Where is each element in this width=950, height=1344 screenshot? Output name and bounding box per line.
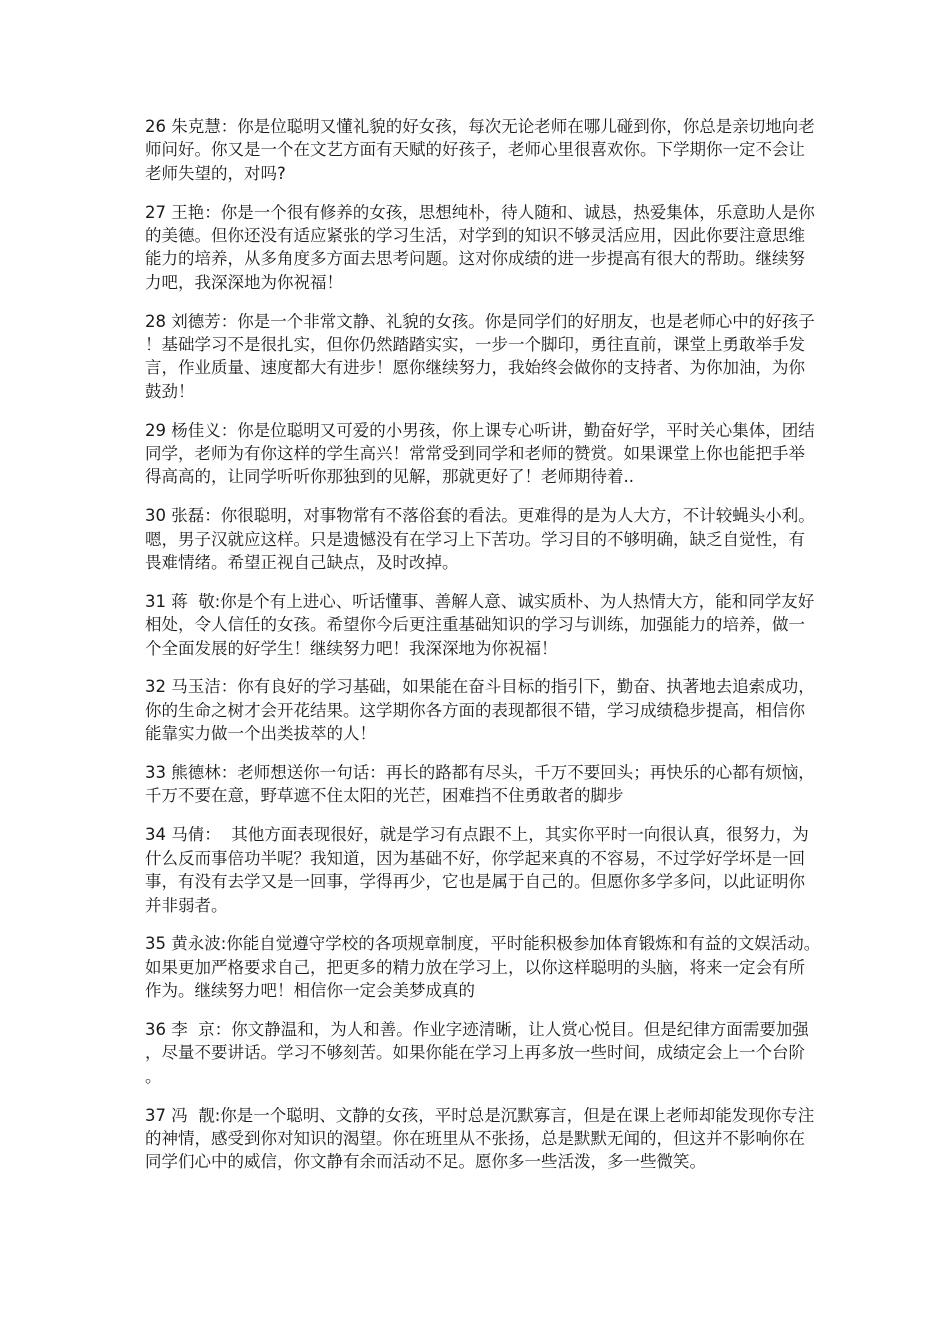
comment-30: 30 张磊：你很聪明，对事物常有不落俗套的看法。更难得的是为人大方，不计较蝇头小利。嗯，男子汉就应这样。只是遗憾没有在学习上下苦功。学习目的不够明确，缺乏自觉性，有畏难情绪。希望正视自己缺点，及时改掉。 (145, 506, 815, 573)
comment-26: 26 朱克慧：你是位聪明又懂礼貌的好女孩，每次无论老师在哪儿碰到你，你总是亲切地向老师问好。你又是一个在文艺方面有天赋的好孩子，老师心里很喜欢你。下学期你一定不会让老师失望的，对吗? (145, 117, 815, 183)
comment-36: 36 李 京：你文静温和，为人和善。作业字迹清晰，让人赏心悦目。但是纪律方面需要加强，尽量不要讲话。学习不够刻苦。如果你能在学习上再多放一些时间，成绩定会上一个台阶。 (145, 1019, 809, 1086)
comment-27: 27 王艳：你是一个很有修养的女孩，思想纯朴，待人随和、诚恳，热爱集体，乐意助人是你的美德。但你还没有适应紧张的学习生活，对学到的知识不够灵活应用，因此你要注意思维能力的培养，从多角度多方面去思考问题。这对你成绩的进一步提高有很大的帮助。继续努力吧，我深深地为你祝福！ (145, 202, 815, 292)
comment-35: 35 黄永波:你能自觉遵守学校的各项规章制度，平时能积极参加体育锻炼和有益的文娱活动。如果更加严格要求自己，把更多的精力放在学习上，以你这样聪明的头脑，将来一定会有所作为。继续努力吧！相信你一定会美梦成真的 (145, 934, 821, 1001)
comment-34: 34 马倩： 其他方面表现很好，就是学习有点跟不上，其实你平时一向很认真，很努力，为什么反而事倍功半呢？我知道，因为基础不好，你学起来真的不容易，不过学好学坏是一回事，有没有去学又是一回事，学得再少，它也是属于自己的。但愿你多学多问，以此证明你并非弱者。 (145, 825, 809, 915)
comment-28: 28 刘德芳：你是一个非常文静、礼貌的女孩。你是同学们的好朋友，也是老师心中的好孩子！基础学习不是很扎实，但你仍然踏踏实实，一步一个脚印，勇往直前，课堂上勇敢举手发言，作业质量、速度都大有进步！愿你继续努力，我始终会做你的支持者、为你加油，为你鼓劲！ (145, 311, 815, 401)
document-page (145, 115, 821, 1189)
comment-29: 29 杨佳义：你是位聪明又可爱的小男孩，你上课专心听讲，勤奋好学，平时关心集体，团结同学，老师为有你这样的学生高兴！常常受到同学和老师的赞赏。如果课堂上你也能把手举得高高的，让同学听听你那独到的见解，那就更好了！老师期待着.. (145, 420, 815, 487)
comment-37: 37 冯 靓:你是一个聪明、文静的女孩，平时总是沉默寡言，但是在课上老师却能发现你专注的神情，感受到你对知识的渴望。你在班里从不张扬，总是默默无闻的，但这并不影响你在同学们心中的威信，你文静有余而活动不足。愿你多一些活泼，多一些微笑。 (145, 1105, 815, 1172)
comment-33: 33 熊德林：老师想送你一句话：再长的路都有尽头，千万不要回头；再快乐的心都有烦恼，千万不要在意，野草遮不住太阳的光芒，困难挡不住勇敢者的脚步 (145, 763, 815, 806)
comment-31: 31 蒋 敬:你是个有上进心、听话懂事、善解人意、诚实质朴、为人热情大方，能和同学友好相处，令人信任的女孩。希望你今后更注重基础知识的学习与训练，加强能力的培养，做一个全面发展的好学生！继续努力吧！我深深地为你祝福！ (145, 591, 815, 658)
comment-32: 32 马玉洁：你有良好的学习基础，如果能在奋斗目标的指引下，勤奋、执著地去追索成功，你的生命之树才会开花结果。这学期你各方面的表现都很不错，学习成绩稳步提高，相信你能靠实力做一个出类拔萃的人！ (145, 677, 815, 744)
